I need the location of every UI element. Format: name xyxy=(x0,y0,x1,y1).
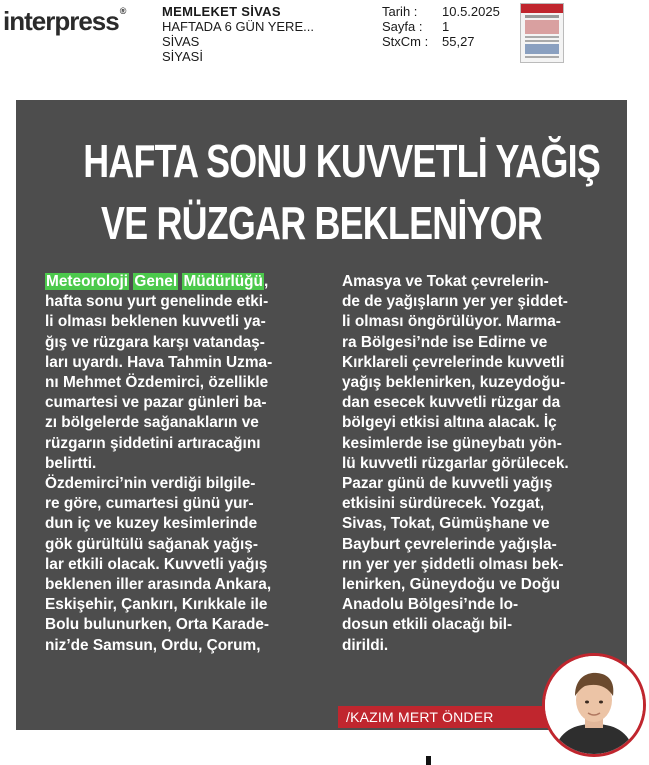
text-line: li olması beklenen kuvvetli ya- xyxy=(45,313,266,331)
first-line-tail: , xyxy=(263,273,269,290)
publication-name: MEMLEKET SİVAS xyxy=(162,4,281,19)
text-line: ları uyardı. Hava Tahmin Uzma- xyxy=(45,353,273,371)
date-row xyxy=(382,4,500,19)
clipping-meta xyxy=(382,4,500,49)
text-line: nı Mehmet Özdemirci, özellikle xyxy=(45,374,269,392)
newspaper-thumbnail[interactable] xyxy=(520,3,564,63)
text-line: Özdemirci’nin verdiği bilgile- xyxy=(45,475,256,493)
text-line: Eskişehir, Çankırı, Kırıkkale ile xyxy=(45,596,268,614)
article-column-left xyxy=(45,272,320,656)
text-line: belirtti. xyxy=(45,454,97,472)
highlight-word: Müdürlüğü xyxy=(183,273,263,290)
page-value: 1 xyxy=(442,19,450,34)
stxcm-value: 55,27 xyxy=(442,34,475,49)
text-line: rın yer yer şiddetli olması bek- xyxy=(342,555,564,573)
text-line: lenirken, Güneydoğu ve Doğu xyxy=(342,576,561,594)
text-line: beklenen iller arasında Ankara, xyxy=(45,576,272,594)
text-line: li olması öngörülüyor. Marma- xyxy=(342,313,561,331)
page-label: Sayfa : xyxy=(382,19,423,34)
page-mark xyxy=(426,756,431,765)
text-line: Amasya ve Tokat çevrelerin- xyxy=(342,273,549,290)
author-avatar xyxy=(542,653,646,757)
highlight-word: Genel xyxy=(134,273,178,290)
text-line: Bayburt çevrelerinde yağışla- xyxy=(342,535,557,553)
text-line: dirildi. xyxy=(342,636,389,654)
article-column-right xyxy=(342,272,617,656)
text-line: dan esecek kuvvetli rüzgar da xyxy=(342,394,561,412)
logo-text: interpress xyxy=(3,6,119,36)
text-line: gök gürültülü sağanak yağış- xyxy=(45,535,258,553)
text-line: lü kuvvetli rüzgarlar görülecek. xyxy=(342,454,569,472)
text-line: Sivas, Tokat, Gümüşhane ve xyxy=(342,515,550,533)
text-line: niz’de Samsun, Ordu, Çorum, xyxy=(45,636,261,654)
highlight-word: Meteoroloji xyxy=(46,273,129,290)
text-line: Anadolu Bölgesi’nde lo- xyxy=(342,596,519,614)
text-line: Bolu bulunurken, Orta Karade- xyxy=(45,616,270,634)
stxcm-label: StxCm : xyxy=(382,34,429,49)
text-line: yağış beklenirken, kuzeydoğu- xyxy=(342,374,566,392)
text-line: lar etkili olacak. Kuvvetli yağış xyxy=(45,555,268,573)
text-line: rüzgarın şiddetini artıracağını xyxy=(45,434,261,452)
stxcm-row xyxy=(382,34,500,49)
byline-bar xyxy=(338,706,568,728)
date-label: Tarih : xyxy=(382,4,418,19)
interpress-logo xyxy=(3,6,125,37)
text-line: etkisini sürdürecek. Yozgat, xyxy=(342,495,545,513)
text-line: ra Bölgesi’nde ise Edirne ve xyxy=(342,333,548,351)
headline-line-1: HAFTA SONU KUVVETLİ YAĞIŞ xyxy=(83,135,600,187)
text-line: de de yağışların yer yer şiddet- xyxy=(342,293,568,311)
logo-registered-mark: ® xyxy=(119,6,126,16)
clipping-info xyxy=(162,4,314,64)
text-line: dun iç ve kuzey kesimlerinde xyxy=(45,515,258,533)
byline: /KAZIM MERT ÖNDER xyxy=(346,709,494,725)
article-panel xyxy=(16,100,627,730)
date-value: 10.5.2025 xyxy=(442,4,500,19)
city: SİVAS xyxy=(162,34,200,49)
first-line xyxy=(45,272,320,292)
text-line: kesimlerde ise güneybatı yön- xyxy=(342,434,562,452)
text-line: bölgeyi etkisi altına alacak. İç xyxy=(342,414,557,432)
text-line: cumartesi ve pazar günleri ba- xyxy=(45,394,267,412)
headline-snippet: HAFTADA 6 GÜN YERE... xyxy=(162,19,314,34)
text-line: dosun etkili olacağı bil- xyxy=(342,616,513,634)
category: SİYASİ xyxy=(162,49,203,64)
article-headline xyxy=(16,130,627,254)
text-line: hafta sonu yurt genelinde etki- xyxy=(45,293,269,311)
text-line: ğış ve rüzgara karşı vatandaş- xyxy=(45,333,265,351)
page-row xyxy=(382,19,500,34)
text-line: re göre, cumartesi günü yur- xyxy=(45,495,254,513)
text-line: zı bölgelerde sağanakların ve xyxy=(45,414,259,432)
text-line: Kırklareli çevrelerinde kuvvetli xyxy=(342,353,565,371)
text-line: Pazar günü de kuvvetli yağış xyxy=(342,475,553,493)
headline-line-2: VE RÜZGAR BEKLENİYOR xyxy=(101,197,542,249)
person-portrait-icon xyxy=(545,656,643,754)
